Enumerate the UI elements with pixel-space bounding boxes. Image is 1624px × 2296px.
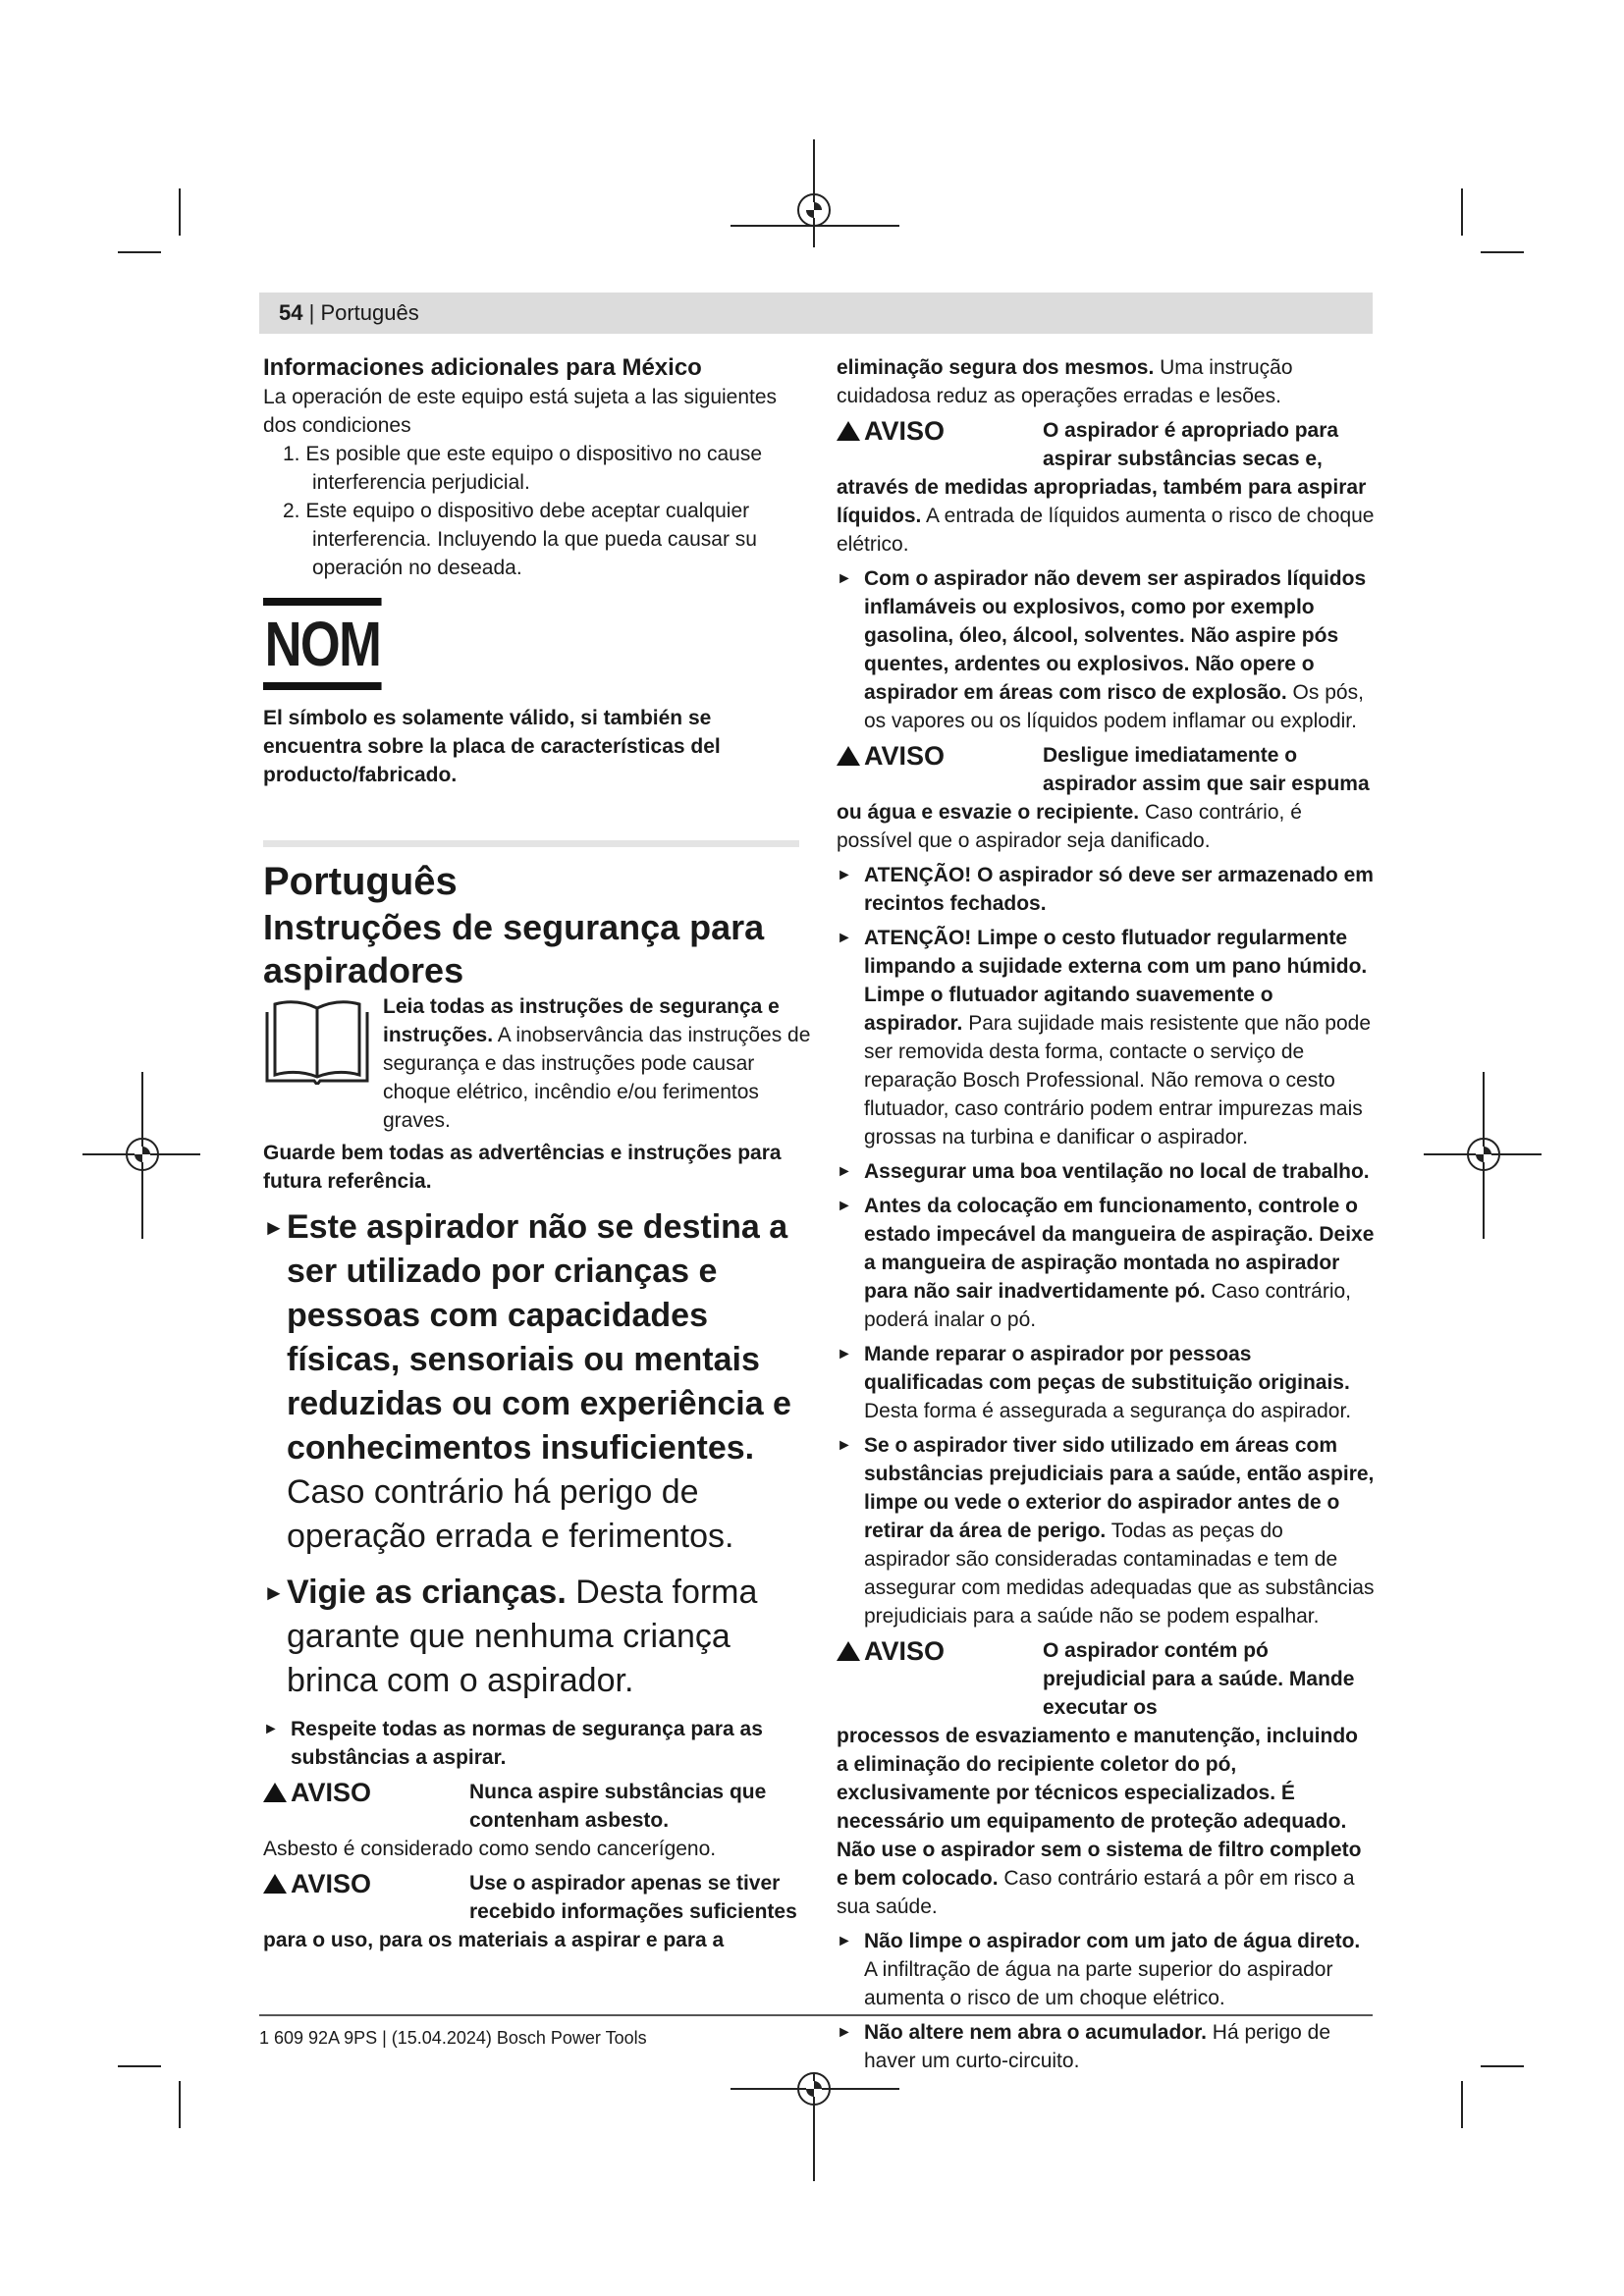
warning-label: AVISO [864,416,946,446]
warning-block: AVISO O aspirador é apropriado para aspirar substâncias secas e, através de medidas apropriadas, também para aspirar líquidos. A entrada de líquidos aumenta o risco de choque elétrico. [837,416,1375,556]
read-instructions-block [263,992,813,1135]
list-item: ► Não altere nem abra o acumulador. Há perigo de haver um curto-circuito. [837,2018,1375,2075]
mexico-title: Informaciones adicionales para México [263,354,702,381]
warning-block: AVISO Use o aspirador apenas se tiver recebido informações suficientes para o uso, para os materiais a aspirar e para a [263,1869,797,1951]
warning-label: AVISO [864,1636,946,1666]
read-text: A inobservância das instruções de segurança e das instruções pode causar choque elétrico, incêndio e/ou ferimentos graves. [383,1024,811,1132]
list-item: ► Assegurar uma boa ventilação no local de trabalho. [837,1157,1375,1186]
crop-mark [1481,251,1524,253]
warning-icon [263,1874,287,1894]
header-separator: | [302,300,321,325]
left-column [263,353,813,1956]
crop-mark [1461,188,1463,236]
warning-icon [837,421,860,441]
list-item: ► ATENÇÃO! Limpe o cesto flutuador regularmente limpando a sujidade externa com um pano húmido. Limpe o flutuador agitando suavemente o aspirador. Para sujidade mais resistente que não pode ser removida desta forma, contacte o serviço de reparação Bosch Professional. Não remova o cesto flutuador, caso contrário podem entrar impurezas mais grossas na turbina e danificar o aspirador. [837,924,1375,1151]
crop-mark [179,2081,181,2128]
crop-mark [118,251,161,253]
warning-label: AVISO [291,1869,372,1898]
read-bold: Leia todas as instruções de segurança e instruções. [383,995,780,1046]
registration-target-icon [126,1138,159,1171]
warning-block: AVISO Nunca aspire substâncias que contenham asbesto. Asbesto é considerado como sendo cancerígeno. [263,1778,767,1860]
right-column: eliminação segura dos mesmos. Uma instrução cuidadosa reduz as operações erradas e lesões. AVISO O aspirador é apropriado para aspirar substâncias secas e, através de medidas apropriadas, também para aspirar líquidos. A entrada de líquidos aumenta o risco de choque elétrico. ► Com o aspirador não devem ser aspirados líquidos inflamáveis ou explosivos, como por exemplo gasolina, óleo, álcool, solventes. Não aspire pós quentes, ardentes ou explosivos. Não opere o aspirador em áreas com risco de explosão. Os pós, os vapores ou os líquidos podem inflamar ou explodir. AVISO Desligue imediatamente o aspirador assim que sair espuma ou água e esvazie o recipiente. Caso contrário, é possível que o aspirador seja danificado. ► ATENÇÃO! O aspirador só deve ser armazenado em recintos fechados. ► ATENÇÃO! Limpe o cesto flutuador regularmente limpando a sujidade externa com um pano húmido. Limpe o flutuador agitando suavemente o aspirador. Para sujidade mais resistente que não pode ser removida desta forma, contacte o serviço de reparação Bosch Professional. Não remova o cesto flutuador, caso contrário podem entrar impurezas mais grossas na turbina e danificar o aspirador. ► Assegurar uma boa ventilação no local de trabalho. ► Antes da colocação em funcionamento, controle o estado impecável da mangueira de aspiração. Deixe a mangueira de aspiração montada no aspirador para não sair inadvertidamente pó. Caso contrário, poderá inalar o pó. ► Mande reparar o aspirador por pessoas qualificadas com peças de substituição originais. Desta forma é assegurada a segurança do aspirador. ► Se o aspirador tiver sido utilizado em áreas com substâncias prejudiciais para a saúde, então aspire, limpe ou vede o exterior do aspirador antes de o retirar da área de perigo. Todas as peças do aspirador são consideradas contaminadas e tem de assegurar com medidas adequadas que as substâncias prejudiciais para a saúde não se podem espalhar. AVISO O aspirador contém pó prejudicial para a saúde. Mande executar os processos de esvaziamento e manutenção, incluindo a eliminação do recipiente coletor do pó, exclusivamente por técnicos especializados. É necessário um equipamento de proteção adequado. Não use o aspirador sem o sistema de filtro completo e bem colocado. Caso contrário estará a pôr em risco a sua saúde. ► Não limpe o aspirador com um jato de água direto. A infiltração de água na parte superior do aspirador aumenta o risco de um choque elétrico. ► Não altere nem abra o acumulador. Há perigo de haver um curto-circuito. [837,353,1375,2081]
list-item: ► Não limpe o aspirador com um jato de água direto. A infiltração de água na parte superior do aspirador aumenta o risco de um choque elétrico. [837,1927,1375,2012]
page-number: 54 [279,300,303,325]
list-item: ► Respeite todas as normas de segurança para as substâncias a aspirar. [263,1715,813,1772]
crop-mark [179,188,181,236]
list-item: ► Antes da colocação em funcionamento, controle o estado impecável da mangueira de aspiração. Deixe a mangueira de aspiração montada no aspirador para não sair inadvertidamente pó. Caso contrário, poderá inalar o pó. [837,1192,1375,1334]
subsection-title: Instruções de segurança para aspiradores [263,907,765,990]
crop-mark [1481,2065,1524,2067]
warning-block: AVISO Desligue imediatamente o aspirador assim que sair espuma ou água e esvazie o recipiente. Caso contrário, é possível que o aspirador seja danificado. [837,741,1370,852]
list-item: ► Com o aspirador não devem ser aspirados líquidos inflamáveis ou explosivos, como por exemplo gasolina, óleo, álcool, solventes. Não aspire pós quentes, ardentes ou explosivos. Não opere o aspirador em áreas com risco de explosão. Os pós, os vapores ou os líquidos podem inflamar ou explodir. [837,564,1375,735]
registration-target-icon [1467,1138,1500,1171]
page-header [259,293,1373,334]
mexico-item-2: 2. Este equipo o dispositivo debe aceptar cualquier interferencia. Incluyendo la que pueda causar su operación no deseada. [283,500,757,579]
list-item: ► Vigie as crianças. Desta forma garante que nenhuma criança brinca com o aspirador. [263,1571,813,1703]
section-title: Português [263,860,458,903]
nom-logo: NOM [263,598,382,690]
footer-rule [259,2014,1373,2016]
list-item: ► Este aspirador não se destina a ser utilizado por crianças e pessoas com capacidades físicas, sensoriais ou mentais reduzidas ou com experiência e conhecimentos insuficientes. Caso contrário há perigo de operação errada e ferimentos. [263,1205,813,1559]
manual-book-icon [263,998,371,1085]
warning-label: AVISO [291,1778,372,1807]
mexico-intro: La operación de este equipo está sujeta a las siguientes dos condiciones [263,386,778,437]
warning-icon [837,746,860,766]
crop-mark [1461,2081,1463,2128]
keep-note: Guarde bem todas as advertências e instruções para futura referência. [263,1142,782,1193]
list-item: ► Mande reparar o aspirador por pessoas qualificadas com peças de substituição originais. Desta forma é assegurada a segurança do aspirador. [837,1340,1375,1425]
section-divider [263,840,799,847]
mexico-item-1: 1. Es posible que este equipo o dispositivo no cause interferencia perjudicial. [283,443,762,494]
registration-target-icon [797,193,831,227]
header-language: Português [320,300,419,325]
registration-target-icon [797,2072,831,2106]
warning-block: AVISO O aspirador contém pó prejudicial para a saúde. Mande executar os processos de esvaziamento e manutenção, incluindo a eliminação do recipiente coletor do pó, exclusivamente por técnicos especializados. É necessário um equipamento de proteção adequado. Não use o aspirador sem o sistema de filtro completo e bem colocado. Caso contrário estará a pôr em risco a sua saúde. [837,1636,1362,1918]
list-item: ► ATENÇÃO! O aspirador só deve ser armazenado em recintos fechados. [837,861,1375,918]
nom-note: El símbolo es solamente válido, si también se encuentra sobre la placa de características del producto/fabricado. [263,707,721,786]
list-item: ► Se o aspirador tiver sido utilizado em áreas com substâncias prejudiciais para a saúde, então aspire, limpe ou vede o exterior do aspirador antes de o retirar da área de perigo. Todas as peças do aspirador são consideradas contaminadas e tem de assegurar com medidas adequadas que as substâncias prejudiciais para a saúde não se podem espalhar. [837,1431,1375,1630]
warning-icon [263,1783,287,1802]
footer-text: 1 609 92A 9PS | (15.04.2024) Bosch Power Tools [259,2028,647,2048]
warning-label: AVISO [864,741,946,771]
warning-icon [837,1641,860,1661]
crop-mark [118,2065,161,2067]
